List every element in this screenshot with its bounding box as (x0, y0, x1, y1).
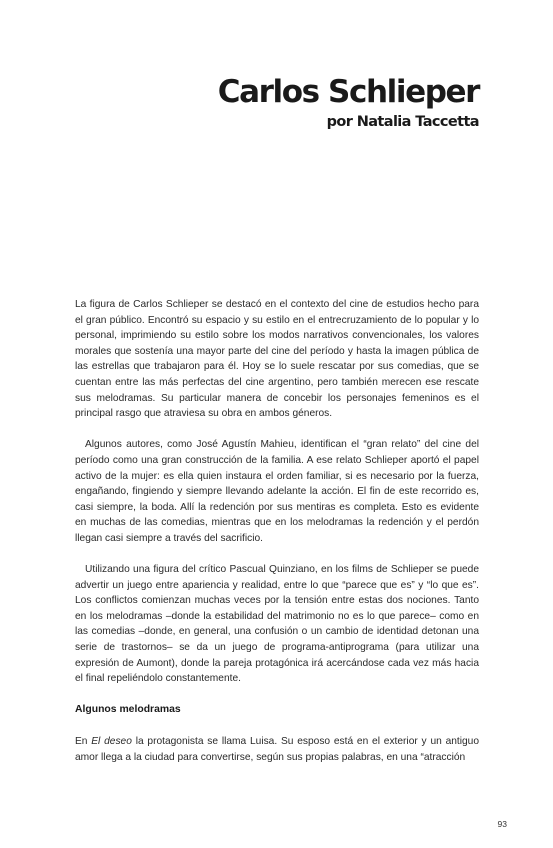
page-number: 93 (497, 819, 507, 829)
paragraph-intro: La figura de Carlos Schlieper se destacó en el contexto del cine de estudios hecho para el gran público. Encontró su espacio y su estilo en el entrecruzamiento de lo popular y lo personal, imprimiendo su estilo sobre los modos narrativos convencionales, los valores morales que sostenía una mayor parte del cine del período y hasta la imagen pública de las estrellas que trabajaron para él. Hoy se lo suele rescatar por sus comedias, que se cuentan entre las más perfectas del cine argentino, pero también merecen ese rescate sus melodramas. Su particular manera de concebir los personajes femeninos es el principal rasgo que atraviesa su obra en ambos géneros. (75, 299, 479, 420)
section-heading: Algunos melodramas (75, 704, 181, 716)
film-title-el-deseo: El deseo (91, 736, 132, 748)
page-title: Carlos Schlieper (217, 74, 479, 110)
paragraph-el-deseo-lead: En (75, 736, 92, 748)
paragraph-family: Algunos autores, como José Agustín Mahieu, identifican el “gran relato” del cine del período como una gran construcción de la familia. A ese relato Schlieper aportó el papel activo de la mujer: es ella quien instaura el orden familiar, si es necesario por la fuerza, engañando, fingiendo y siempre llevando adelante la acción. El fin de este recorrido es, casi siempre, la boda. Allí la redención por sus mentiras es completa. Esto es evidente en muchas de las comedias, mientras que en los melodramas la redención y el perdón llegan casi siempre a través del sacrificio. (75, 439, 479, 544)
article-body (75, 297, 479, 781)
author-byline: por Natalia Taccetta (326, 114, 479, 130)
paragraph-el-deseo-rest: la protagonista se llama Luisa. Su esposo está en el exterior y un antiguo amor llega a la ciudad para convertirse, según sus propias palabras, en una “atracción (75, 736, 480, 763)
paragraph-appearance: Utilizando una figura del crítico Pascual Quinziano, en los films de Schlieper se puede advertir un juego entre apariencia y realidad, entre lo que “parece que es” y “lo que es”. Los conflictos comienzan muchas veces por la tensión entre estas dos nociones. Tanto en los melodramas –donde la estabilidad del matrimonio no es lo que parece– como en las comedias –donde, en general, una confusión o un cambio de identidad detonan una serie de trastornos– se da un juego de programa-antiprograma (para utilizar una expresión de Aumont), donde la pareja protagónica irá acercándose cada vez más hacia el final repeliéndolo constantemente. (75, 564, 479, 685)
paragraph-el-deseo (75, 734, 479, 765)
